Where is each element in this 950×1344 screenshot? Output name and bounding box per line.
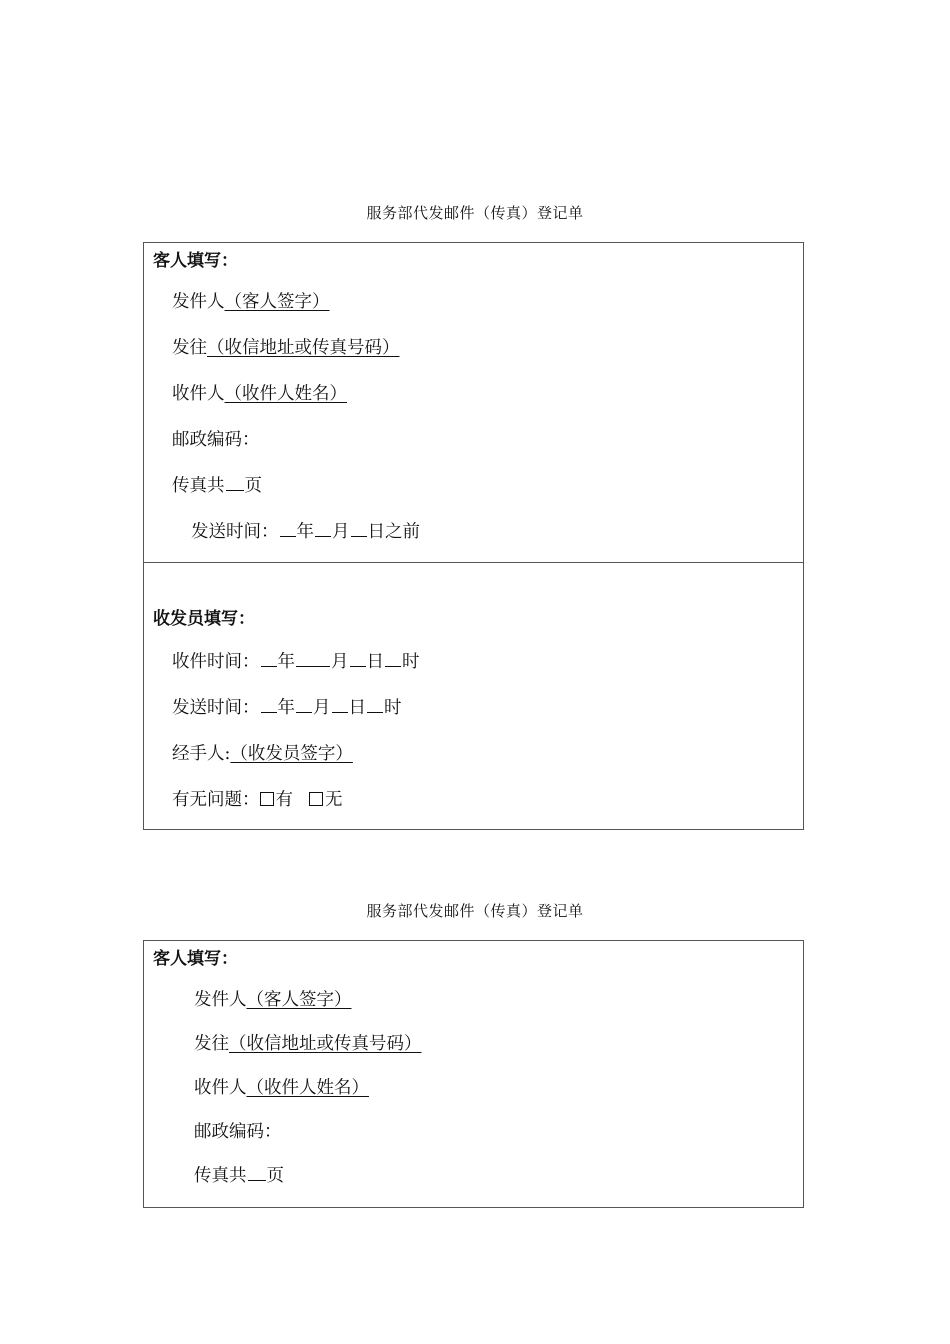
option-yes-label: 有 bbox=[275, 790, 293, 810]
form2-send-to-line[interactable] bbox=[194, 1030, 422, 1055]
receive-time-label: 收件时间： bbox=[172, 652, 260, 672]
send-to-hint: （收信地址或传真号码） bbox=[229, 1034, 422, 1054]
fax-pages-prefix: 传真共 bbox=[194, 1166, 247, 1186]
checkbox-yes[interactable] bbox=[260, 792, 274, 806]
fax-pages-suffix: 页 bbox=[266, 1166, 284, 1186]
handler-hint: （收发员签字） bbox=[230, 744, 353, 764]
problem-label: 有无问题： bbox=[172, 790, 260, 810]
receive-month-label: 月 bbox=[331, 652, 349, 672]
checkbox-no[interactable] bbox=[309, 792, 323, 806]
send-month-label: 月 bbox=[313, 698, 331, 718]
postcode-label: 邮政编码： bbox=[172, 430, 260, 450]
form1-box bbox=[143, 242, 804, 830]
form1-handler-line[interactable] bbox=[172, 740, 353, 765]
form1-postcode-line[interactable] bbox=[172, 426, 260, 451]
fax-pages-prefix: 传真共 bbox=[172, 476, 225, 496]
year-label: 年 bbox=[296, 522, 314, 542]
send-year-label: 年 bbox=[277, 698, 295, 718]
form1-receive-time-line[interactable] bbox=[172, 648, 420, 673]
send-day-blank[interactable] bbox=[332, 698, 348, 713]
send-year-blank[interactable] bbox=[261, 698, 277, 713]
form1-section-divider bbox=[144, 562, 803, 563]
fax-pages-blank[interactable] bbox=[226, 476, 244, 491]
send-to-label: 发往 bbox=[194, 1034, 229, 1054]
form1-clerk-heading: 收发员填写： bbox=[153, 609, 255, 629]
form2-fax-pages-line[interactable] bbox=[194, 1162, 284, 1187]
send-day-label: 日 bbox=[348, 698, 366, 718]
receive-hour-blank[interactable] bbox=[385, 652, 401, 667]
form2-postcode-line[interactable] bbox=[194, 1118, 282, 1143]
recipient-hint: （收件人姓名） bbox=[246, 1078, 369, 1098]
recipient-label: 收件人 bbox=[194, 1078, 247, 1098]
form2-box bbox=[143, 940, 804, 1208]
receive-hour-label: 时 bbox=[402, 652, 420, 672]
form2-title: 服务部代发邮件（传真）登记单 bbox=[366, 902, 584, 920]
day-blank[interactable] bbox=[351, 522, 367, 537]
receive-year-label: 年 bbox=[277, 652, 295, 672]
send-time-label: 发送时间： bbox=[191, 522, 279, 542]
form1-clerk-send-time-line[interactable] bbox=[172, 694, 402, 719]
postcode-label: 邮政编码： bbox=[194, 1122, 282, 1142]
month-blank[interactable] bbox=[315, 522, 331, 537]
send-hour-label: 时 bbox=[384, 698, 402, 718]
form1-customer-heading: 客人填写： bbox=[153, 251, 238, 271]
recipient-label: 收件人 bbox=[172, 384, 225, 404]
fax-pages-suffix: 页 bbox=[244, 476, 262, 496]
option-no-label: 无 bbox=[325, 790, 343, 810]
form1-title: 服务部代发邮件（传真）登记单 bbox=[366, 204, 584, 222]
recipient-hint: （收件人姓名） bbox=[224, 384, 347, 404]
send-to-hint: （收信地址或传真号码） bbox=[207, 338, 400, 358]
form1-sender-line[interactable] bbox=[172, 288, 330, 313]
month-label: 月 bbox=[332, 522, 350, 542]
sender-label: 发件人 bbox=[194, 990, 247, 1010]
year-blank[interactable] bbox=[280, 522, 296, 537]
receive-month-blank[interactable] bbox=[296, 652, 330, 667]
receive-day-label: 日 bbox=[366, 652, 384, 672]
form1-send-to-line[interactable] bbox=[172, 334, 400, 359]
form1-recipient-line[interactable] bbox=[172, 380, 347, 405]
send-hour-blank[interactable] bbox=[367, 698, 383, 713]
handler-label: 经手人: bbox=[172, 744, 231, 764]
form1-problem-line[interactable] bbox=[172, 786, 343, 811]
form1-send-time-line[interactable] bbox=[191, 518, 420, 543]
form2-recipient-line[interactable] bbox=[194, 1074, 369, 1099]
form2-sender-line[interactable] bbox=[194, 986, 352, 1011]
form1-fax-pages-line[interactable] bbox=[172, 472, 262, 497]
sender-label: 发件人 bbox=[172, 292, 225, 312]
sender-hint: （客人签字） bbox=[224, 292, 330, 312]
sender-hint: （客人签字） bbox=[246, 990, 352, 1010]
send-month-blank[interactable] bbox=[296, 698, 312, 713]
receive-day-blank[interactable] bbox=[350, 652, 366, 667]
day-before-label: 日之前 bbox=[367, 522, 420, 542]
send-to-label: 发往 bbox=[172, 338, 207, 358]
clerk-send-time-label: 发送时间： bbox=[172, 698, 260, 718]
form2-customer-heading: 客人填写： bbox=[153, 949, 238, 969]
receive-year-blank[interactable] bbox=[261, 652, 277, 667]
fax-pages-blank[interactable] bbox=[248, 1166, 266, 1181]
